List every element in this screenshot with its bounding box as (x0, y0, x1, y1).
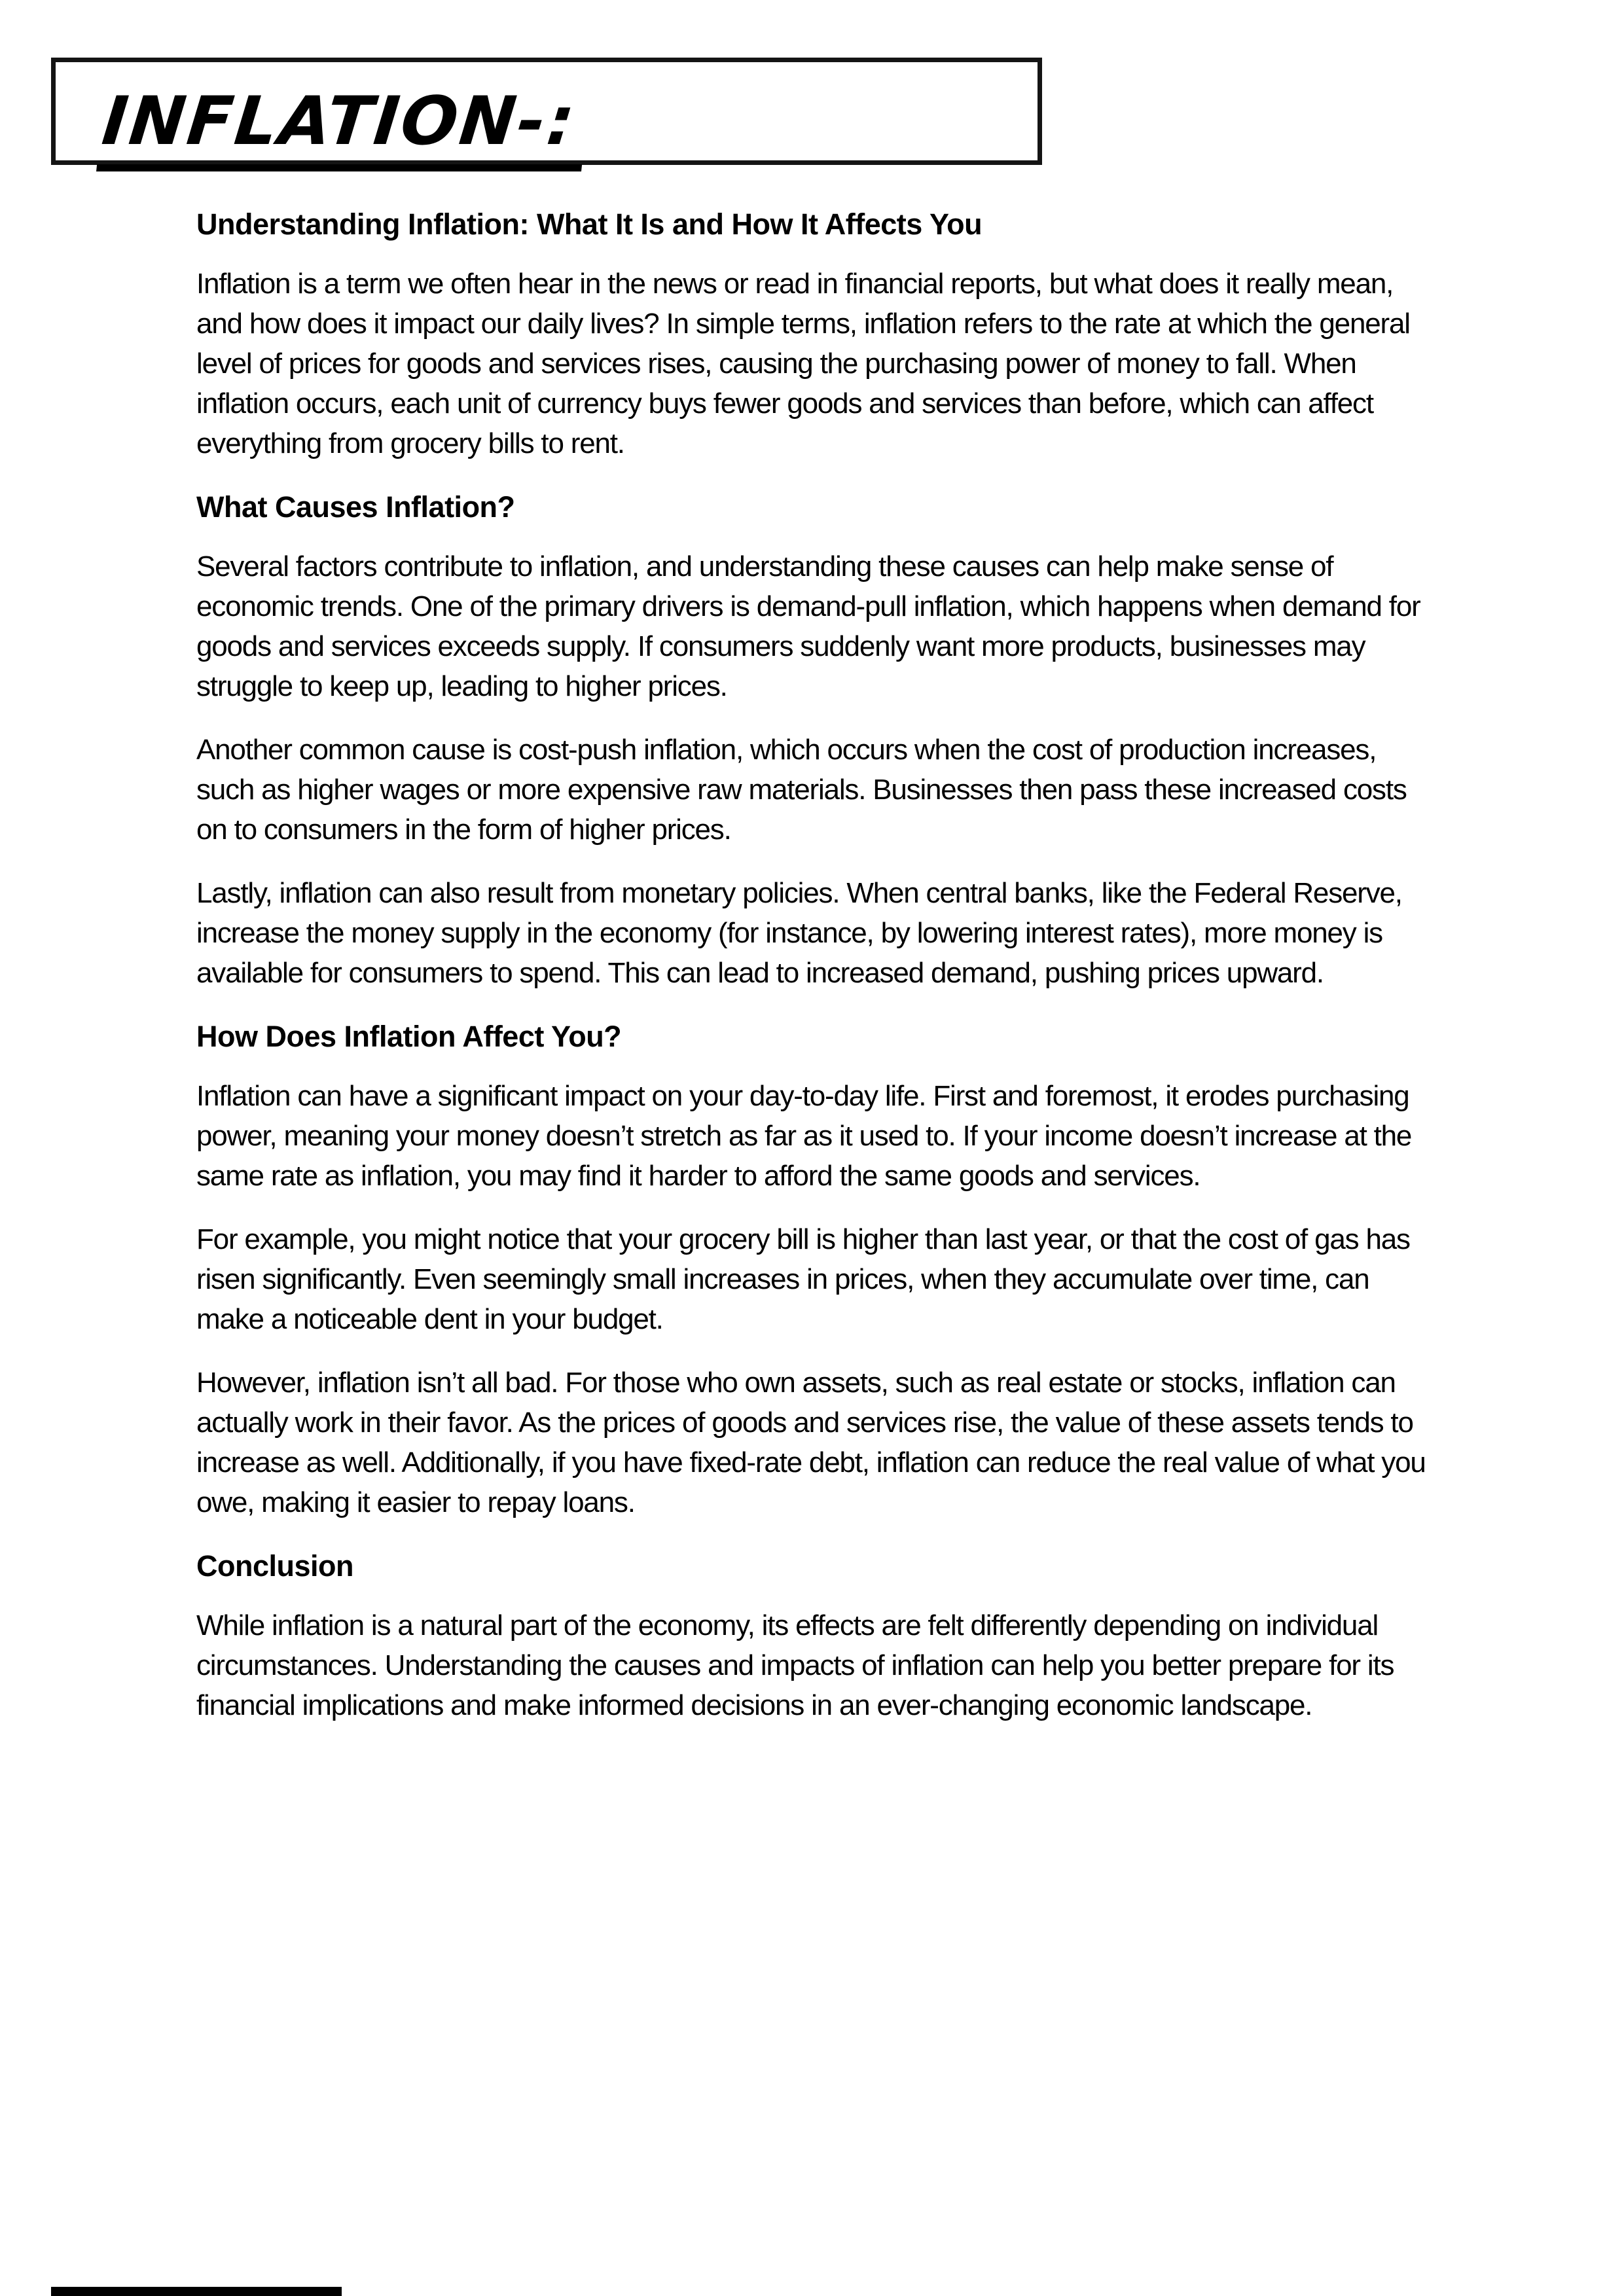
paragraph: Another common cause is cost-push inflation, which occurs when the cost of production increases, such as higher wages or more expensive raw materials. Businesses then pass these increased costs on to consumers in the form of higher prices. (196, 734, 1407, 846)
paragraph: However, inflation isn’t all bad. For those who own assets, such as real estate or stocks, inflation can actually work in their favor. As the prices of goods and services rise, the value of these assets tends to increase as well. Additionally, if you have fixed-rate debt, inflation can reduce the real value of what you owe, making it easier to repay loans. (196, 1367, 1426, 1518)
paragraph: While inflation is a natural part of the economy, its effects are felt differently depending on individual circumstances. Understanding the causes and impacts of inflation can help you better prepare for its financial implications and make informed decisions in an ever-changing economic landscape. (196, 1609, 1394, 1721)
heading-how-does-inflation-affect-you: How Does Inflation Affect You? (196, 1020, 622, 1053)
heading-understanding-inflation: Understanding Inflation: What It Is and How It Affects You (196, 207, 983, 241)
heading-conclusion: Conclusion (196, 1549, 353, 1583)
paragraph: Inflation can have a significant impact on your day-to-day life. First and foremost, it erodes purchasing power, meaning your money doesn’t stretch as far as it used to. If your income doesn’t increase at the same rate as inflation, you may find it harder to afford the same goods and services. (196, 1080, 1412, 1192)
paragraph: For example, you might notice that your grocery bill is higher than last year, or that the cost of gas has risen significantly. Even seemingly small increases in prices, when they accumulate over time, can make a noticeable dent in your budget. (196, 1223, 1410, 1335)
title-box (51, 58, 1042, 165)
paragraph: Lastly, inflation can also result from monetary policies. When central banks, like the Federal Reserve, increase the money supply in the economy (for instance, by lowering interest rates), more money is available for consumers to spend. This can lead to increased demand, pushing prices upward. (196, 877, 1402, 989)
paragraph: Inflation is a term we often hear in the news or read in financial reports, but what does it really mean, and how does it impact our daily lives? In simple terms, inflation refers to the rate at which the general level of prices for goods and services rises, causing the purchasing power of money to fall. When inflation occurs, each unit of currency buys fewer goods and services than before, which can affect everything from grocery bills to rent. (196, 268, 1410, 459)
paragraph: Several factors contribute to inflation, and understanding these causes can help make sense of economic trends. One of the primary drivers is demand-pull inflation, which happens when demand for goods and services exceeds supply. If consumers suddenly want more products, businesses may struggle to keep up, leading to higher prices. (196, 550, 1420, 702)
page-bottom-bar (51, 2287, 342, 2296)
document-body (196, 204, 1428, 1749)
document-title: INFLATION-: (96, 88, 590, 171)
heading-what-causes-inflation: What Causes Inflation? (196, 490, 515, 524)
